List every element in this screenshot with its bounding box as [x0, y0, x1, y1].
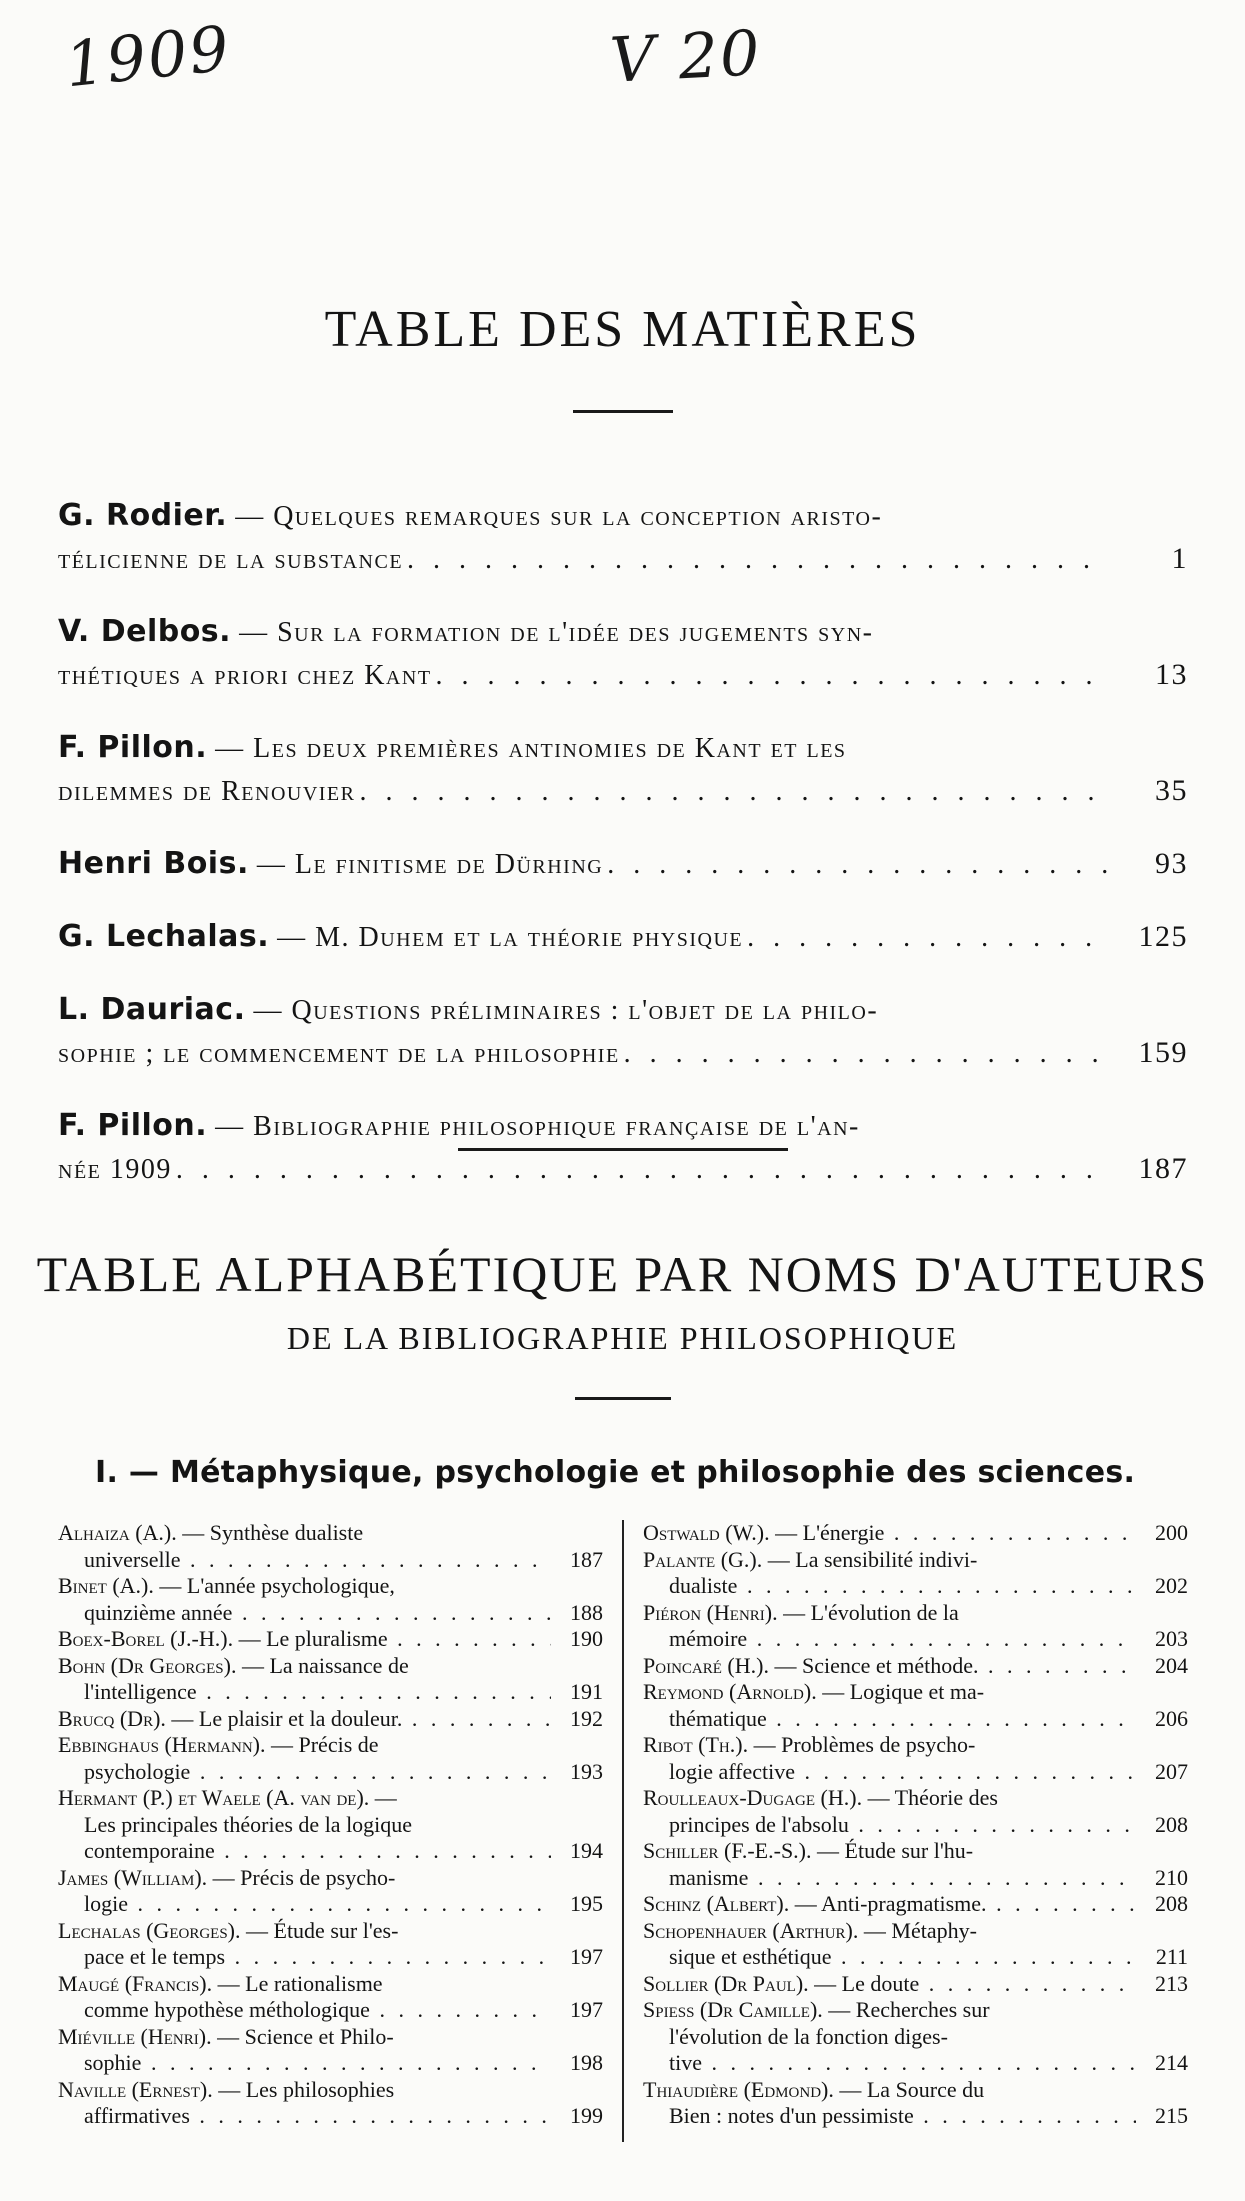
index-entry [643, 1520, 1188, 1547]
dot-leader [620, 1033, 1108, 1075]
index-line [643, 1653, 1188, 1680]
index-title-text: comme hypothèse méthologique [84, 1997, 370, 2022]
toc-author: V. Delbos. [58, 614, 232, 649]
dot-leader [403, 539, 1108, 581]
index-title-text: — [374, 1785, 397, 1810]
index-title-text: quinzième année [84, 1599, 233, 1625]
index-subtitle: DE LA BIBLIOGRAPHIE PHILOSOPHIQUE [286, 1320, 959, 1356]
author-index [58, 1520, 1188, 2140]
index-line [643, 2077, 1188, 2104]
index-text [643, 1812, 1136, 1839]
index-text [643, 1759, 1136, 1786]
index-entry [58, 2024, 603, 2077]
index-title-text: — La Source du [839, 2076, 985, 2102]
toc-line [58, 1032, 1188, 1075]
index-line [58, 1997, 603, 2024]
index-page-number: 187 [570, 1546, 603, 1572]
index-entry [643, 1732, 1188, 1785]
toc-line [58, 770, 1188, 813]
index-entry [58, 1626, 603, 1653]
index-title-text: — Théorie des [867, 1785, 998, 1810]
index-line [58, 1812, 603, 1839]
index-title-text: sique et esthétique [669, 1944, 832, 1969]
dot-leader [743, 917, 1108, 959]
index-entry [643, 1547, 1188, 1600]
index-title-text: — Synthèse dualiste [182, 1520, 364, 1545]
index-text [643, 1891, 1136, 1918]
index-title-text: — Étude sur l'hu- [817, 1838, 974, 1863]
index-entry [58, 2077, 603, 2130]
index-title-text: l'intelligence [84, 1679, 197, 1704]
index-author: Binet (A.). [58, 1573, 154, 1598]
toc-page-number: 125 [1138, 920, 1188, 953]
index-title-text: manisme [669, 1864, 749, 1890]
index-text [643, 1573, 1136, 1600]
index-title-text: logie [84, 1891, 128, 1916]
index-text [58, 1812, 551, 1839]
index-title-text: — Étude sur l'es- [246, 1917, 399, 1943]
toc-title-text: — Questions préliminaires : l'objet de la philo- [253, 995, 879, 1026]
index-page-number: 199 [570, 2103, 603, 2128]
toc-title-text: sophie ; le commencement de la philosophie [58, 1038, 620, 1069]
index-line [58, 1891, 603, 1918]
index-author: Bohn (Dr Georges). [58, 1652, 237, 1678]
index-entry [643, 1997, 1188, 2077]
index-text [58, 1838, 551, 1865]
dot-leader [172, 1149, 1108, 1191]
index-author: Ribot (Th.). [643, 1732, 749, 1757]
index-page-number: 190 [570, 1626, 603, 1651]
index-title-text: affirmatives [84, 2103, 190, 2128]
index-author: Boex-Borel (J.-H.). [58, 1626, 234, 1651]
index-entry [643, 1971, 1188, 1998]
index-title-text: — Problèmes de psycho- [753, 1732, 976, 1757]
dot-leader [603, 844, 1108, 886]
index-page-number: 215 [1155, 2103, 1188, 2128]
toc-author: G. Rodier. [58, 498, 228, 533]
toc-line [58, 843, 1188, 886]
index-line [643, 1732, 1188, 1759]
index-line [643, 1520, 1188, 1547]
index-page-number: 198 [570, 2050, 603, 2075]
index-line [643, 2103, 1188, 2130]
index-title: TABLE ALPHABÉTIQUE PAR NOMS D'AUTEURS [36, 1246, 1209, 1302]
index-line [643, 1547, 1188, 1574]
index-title-text: universelle [84, 1546, 181, 1572]
index-text [58, 2077, 551, 2104]
index-text [643, 1918, 1136, 1945]
index-entry [58, 1573, 603, 1626]
index-page-number: 191 [570, 1679, 603, 1704]
index-author: Thiaudière (Edmond). [643, 2076, 834, 2102]
index-text [58, 1865, 551, 1892]
index-entry [58, 1732, 603, 1785]
index-line [58, 1573, 603, 1600]
index-line [643, 1865, 1188, 1892]
toc-author: L. Dauriac. [58, 992, 246, 1027]
index-line [58, 1944, 603, 1971]
index-text [643, 1653, 1136, 1680]
toc-page-number: 35 [1155, 774, 1188, 807]
index-title-text: — Le pluralisme [238, 1626, 388, 1651]
toc-title-text: — Sur la formation de l'idée des jugements syn- [239, 617, 874, 648]
index-page-number: 210 [1155, 1864, 1188, 1890]
index-author: Alhaiza (A.). [58, 1520, 177, 1545]
index-title-text: principes de l'absolu [669, 1811, 849, 1837]
toc-title-text: — Quelques remarques sur la conception aristo- [235, 501, 883, 532]
index-page-number: 211 [1155, 1944, 1188, 1969]
index-entry [643, 1653, 1188, 1680]
index-title-text: — Le doute [814, 1970, 920, 1996]
index-title-text: sophie [84, 2050, 142, 2075]
index-entry [643, 1891, 1188, 1918]
index-text [58, 1679, 551, 1706]
index-title-text: pace et le temps [84, 1944, 226, 1969]
index-page-number: 208 [1155, 1891, 1188, 1916]
column-divider [622, 1520, 624, 2142]
toc-page-number: 187 [1138, 1152, 1188, 1185]
index-page-number: 193 [570, 1758, 603, 1784]
divider-short [573, 410, 673, 413]
toc-line [58, 727, 1188, 770]
toc-line [58, 611, 1188, 654]
index-entry [643, 1600, 1188, 1653]
index-page-number: 204 [1155, 1652, 1188, 1678]
index-author: Sollier (Dr Paul). [643, 1970, 809, 1996]
index-entry [643, 1918, 1188, 1971]
index-column-left [58, 1520, 603, 2130]
index-page-number: 214 [1155, 2050, 1188, 2075]
toc-title-text: — Les deux premières antinomies de Kant et les [215, 733, 847, 764]
index-line [58, 1653, 603, 1680]
toc-page-number: 1 [1171, 542, 1188, 575]
index-line [58, 1626, 603, 1653]
index-page-number: 207 [1155, 1758, 1188, 1784]
toc-entry [58, 989, 1188, 1075]
index-entry [58, 1865, 603, 1918]
index-line [643, 1626, 1188, 1653]
index-author: Ostwald (W.). [643, 1520, 770, 1545]
index-title-text: — L'évolution de la [783, 1599, 959, 1625]
index-text [643, 1679, 1136, 1706]
index-page-number: 195 [570, 1891, 603, 1916]
index-text [58, 1891, 551, 1918]
index-title-text: — Recherches sur [828, 1997, 990, 2022]
index-entry [643, 1679, 1188, 1732]
index-text [58, 1547, 551, 1574]
toc-line [58, 1105, 1188, 1148]
index-text [58, 2024, 551, 2051]
index-page-number: 192 [570, 1705, 603, 1731]
toc-title-text: télicienne de la substance [58, 544, 404, 575]
index-entry [58, 1918, 603, 1971]
index-title-text: — L'année psychologique, [159, 1573, 395, 1598]
index-author: Miéville (Henri). [58, 2023, 212, 2049]
dot-leader [356, 771, 1109, 813]
index-author: Lechalas (Georges). [58, 1917, 241, 1943]
index-line [643, 1812, 1188, 1839]
toc-line [58, 916, 1188, 959]
toc-line [58, 1148, 1188, 1191]
index-page-number: 197 [570, 1944, 603, 1969]
index-line [643, 1600, 1188, 1627]
index-text [643, 1838, 1136, 1865]
index-text [58, 1653, 551, 1680]
index-text [58, 1944, 551, 1971]
index-line [643, 1944, 1188, 1971]
index-title-text: l'évolution de la fonction diges- [669, 2023, 948, 2049]
index-author: Reymond (Arnold). [643, 1679, 817, 1704]
index-text [58, 1785, 551, 1812]
index-line [643, 1997, 1188, 2024]
index-author: Spiess (Dr Camille). [643, 1997, 823, 2022]
index-line [643, 1891, 1188, 1918]
toc-author: F. Pillon. [58, 730, 208, 765]
index-author: Schopenhauer (Arthur). [643, 1917, 859, 1943]
index-line [643, 1971, 1188, 1998]
index-text [58, 1997, 551, 2024]
index-author: Schiller (F.-E.-S.). [643, 1838, 812, 1863]
index-title-text: tive [669, 2050, 702, 2075]
toc-page-number: 13 [1155, 658, 1188, 691]
toc-entry [58, 843, 1188, 886]
handwritten-year: 1909 [61, 11, 235, 102]
index-text [643, 1997, 1136, 2024]
toc-page-number: 159 [1138, 1036, 1188, 1069]
index-text [58, 2050, 551, 2077]
toc-title-text: — M. Duhem et la théorie physique [277, 922, 744, 953]
index-entry [643, 1838, 1188, 1891]
index-line [58, 1547, 603, 1574]
index-text [643, 1971, 1136, 1998]
index-line [58, 2050, 603, 2077]
index-title-text: contemporaine [84, 1838, 215, 1863]
index-entry [643, 1785, 1188, 1838]
index-line [58, 1785, 603, 1812]
index-line [58, 2103, 603, 2130]
index-title-text: thématique [669, 1705, 767, 1731]
index-author: Maugé (Francis). [58, 1970, 213, 1996]
index-author: James (William). [58, 1864, 208, 1890]
index-text [58, 1520, 551, 1547]
index-text [58, 1706, 551, 1733]
index-line [58, 1520, 603, 1547]
index-line [58, 2024, 603, 2051]
index-text [58, 1573, 551, 1600]
toc-line [58, 495, 1188, 538]
index-line [643, 1785, 1188, 1812]
toc-author: Henri Bois. [58, 846, 249, 881]
index-line [643, 2050, 1188, 2077]
index-entry [58, 1520, 603, 1573]
index-text [643, 2050, 1136, 2077]
toc-entry [58, 727, 1188, 813]
dot-leader [432, 655, 1108, 697]
index-author: Roulleaux-Dugage (H.). [643, 1785, 863, 1810]
index-line [643, 1679, 1188, 1706]
index-line [643, 1918, 1188, 1945]
index-text [58, 1732, 551, 1759]
divider-long [458, 1148, 788, 1151]
toc-page-number: 93 [1155, 847, 1188, 880]
index-column-right [643, 1520, 1188, 2130]
toc-title: TABLE DES MATIÈRES [324, 301, 921, 358]
section-heading: I. — Métaphysique, psychologie et philosophie des sciences. [95, 1455, 1136, 1490]
toc-author: G. Lechalas. [58, 919, 270, 954]
index-title-text: — Les philosophies [218, 2076, 395, 2102]
index-line [643, 1759, 1188, 1786]
index-author: Brucq (Dr). [58, 1705, 166, 1731]
index-text [643, 1785, 1136, 1812]
index-page-number: 206 [1155, 1705, 1188, 1731]
index-line [643, 2024, 1188, 2051]
index-page-number: 208 [1155, 1811, 1188, 1837]
index-title-text: logie affective [669, 1758, 796, 1784]
index-entry [58, 1971, 603, 2024]
index-author: Naville (Ernest). [58, 2076, 213, 2102]
index-title-text: — Science et Philo- [217, 2023, 394, 2049]
index-text [643, 1865, 1136, 1892]
index-text [643, 1520, 1136, 1547]
index-line [58, 1865, 603, 1892]
index-line [58, 1918, 603, 1945]
toc-entry [58, 916, 1188, 959]
index-title-text: — Logique et ma- [822, 1679, 985, 1704]
index-author: Ebbinghaus (Hermann). [58, 1732, 266, 1757]
index-text [58, 1759, 551, 1786]
index-title-text: — Le plaisir et la douleur. [171, 1705, 403, 1731]
index-author: Palante (G.). [643, 1546, 763, 1572]
index-line [643, 1573, 1188, 1600]
index-title-text: — Métaphy- [863, 1917, 977, 1943]
toc-title-text: née 1909 [58, 1154, 172, 1185]
index-title-text: — Le rationalisme [217, 1970, 383, 1996]
index-title-text: — La naissance de [241, 1652, 409, 1678]
index-entry [643, 2077, 1188, 2130]
index-text [58, 1626, 551, 1653]
index-line [58, 1971, 603, 1998]
index-text [58, 1971, 551, 1998]
index-title-text: mémoire [669, 1626, 748, 1651]
toc-line [58, 989, 1188, 1032]
index-text [643, 2103, 1136, 2130]
toc-entry [58, 611, 1188, 697]
index-line [58, 1706, 603, 1733]
index-title-text: Les principales théories de la logique [84, 1811, 413, 1837]
index-line [58, 1759, 603, 1786]
index-text [58, 1600, 551, 1627]
toc-title-text: dilemmes de Renouvier [58, 776, 356, 807]
handwritten-volume: V 20 [608, 16, 764, 97]
index-line [58, 1679, 603, 1706]
index-page-number: 188 [570, 1599, 603, 1625]
index-text [643, 2024, 1136, 2051]
index-page-number: 200 [1155, 1520, 1188, 1545]
index-page-number: 202 [1155, 1573, 1188, 1598]
index-entry [58, 1706, 603, 1733]
index-title-text: — Précis de psycho- [212, 1864, 396, 1890]
index-author: Poincaré (H.). [643, 1652, 769, 1678]
index-entry [58, 1785, 603, 1865]
index-author: Piéron (Henri). [643, 1599, 778, 1625]
index-text [643, 1626, 1136, 1653]
index-title-text: — La sensibilité indivi- [767, 1546, 978, 1572]
index-line [58, 1600, 603, 1627]
toc-line [58, 538, 1188, 581]
table-of-contents [58, 495, 1188, 1221]
index-page-number: 213 [1155, 1970, 1188, 1996]
index-title-text: Bien : notes d'un pessimiste [669, 2103, 914, 2128]
index-text [643, 1732, 1136, 1759]
index-title-text: — Anti-pragmatisme. [794, 1891, 987, 1916]
index-page-number: 197 [570, 1997, 603, 2022]
toc-title-text: — Le finitisme de Dürhing [256, 849, 604, 880]
index-text [58, 1918, 551, 1945]
toc-line [58, 654, 1188, 697]
index-line [643, 1838, 1188, 1865]
index-entry [58, 1653, 603, 1706]
index-line [58, 2077, 603, 2104]
index-author: Hermant (P.) et Waele (A. van de). [58, 1785, 370, 1810]
index-text [643, 2077, 1136, 2104]
index-text [58, 2103, 551, 2130]
toc-title-text: — Bibliographie philosophique française de l'an- [215, 1111, 860, 1142]
index-text [643, 1706, 1136, 1733]
index-line [58, 1838, 603, 1865]
index-title-text: — Précis de [271, 1732, 379, 1757]
toc-title-text: thétiques a priori chez Kant [58, 660, 432, 691]
toc-author: F. Pillon. [58, 1108, 208, 1143]
index-title-text: — Science et méthode. [774, 1652, 979, 1678]
index-title-text: dualiste [669, 1573, 738, 1598]
divider-index [575, 1397, 671, 1400]
index-text [643, 1600, 1136, 1627]
index-text [643, 1944, 1136, 1971]
index-page-number: 194 [570, 1838, 603, 1863]
index-title-text: psychologie [84, 1758, 191, 1784]
index-line [58, 1732, 603, 1759]
index-text [643, 1547, 1136, 1574]
index-title-text: — L'énergie [775, 1520, 885, 1545]
toc-entry [58, 495, 1188, 581]
index-author: Schinz (Albert). [643, 1891, 790, 1916]
index-line [643, 1706, 1188, 1733]
index-page-number: 203 [1155, 1626, 1188, 1651]
